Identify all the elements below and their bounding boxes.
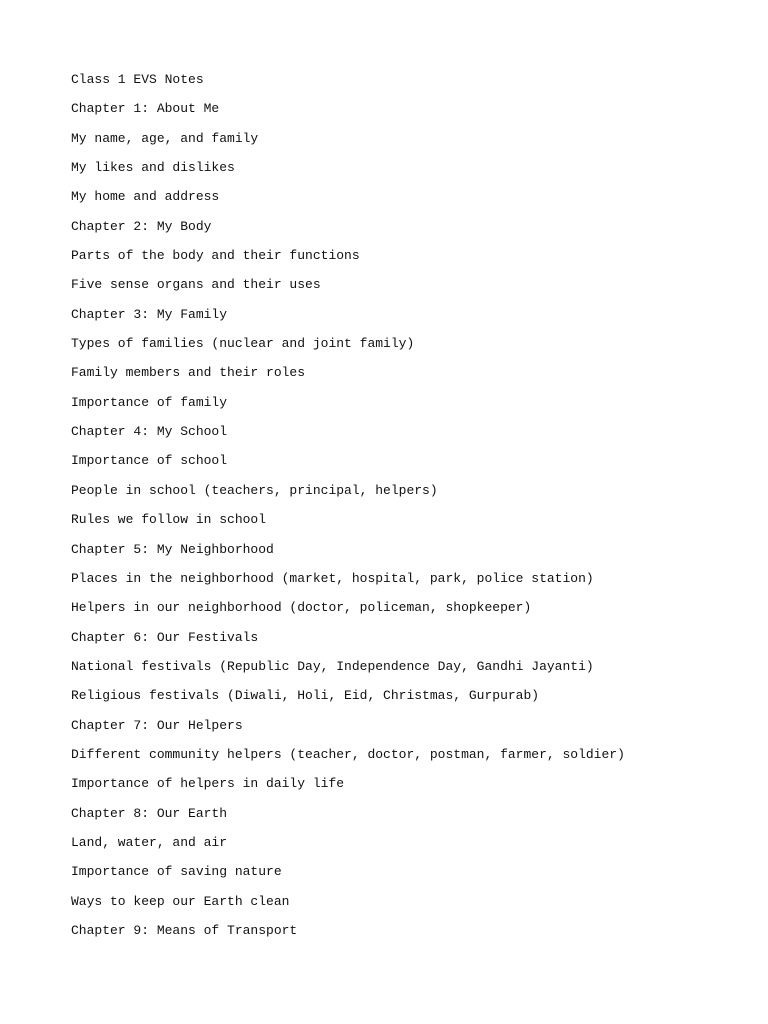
text-line: My home and address bbox=[71, 189, 220, 205]
text-line: Five sense organs and their uses bbox=[71, 277, 321, 293]
text-line: Different community helpers (teacher, doctor, postman, farmer, soldier) bbox=[71, 746, 625, 762]
chapter-heading: Chapter 2: My Body bbox=[71, 218, 212, 234]
text-line: Rules we follow in school bbox=[71, 512, 267, 528]
text-line: Importance of helpers in daily life bbox=[71, 776, 345, 792]
chapter-heading: Chapter 9: Means of Transport bbox=[71, 922, 298, 938]
chapter-heading: Chapter 3: My Family bbox=[71, 306, 228, 322]
text-line: National festivals (Republic Day, Independence Day, Gandhi Jayanti) bbox=[71, 658, 594, 674]
text-line: Places in the neighborhood (market, hospital, park, police station) bbox=[71, 570, 594, 586]
text-line: Types of families (nuclear and joint family) bbox=[71, 336, 415, 352]
text-line: People in school (teachers, principal, helpers) bbox=[71, 482, 438, 498]
chapter-heading: Chapter 6: Our Festivals bbox=[71, 629, 259, 645]
chapter-heading: Chapter 1: About Me bbox=[71, 101, 220, 117]
text-line: Ways to keep our Earth clean bbox=[71, 893, 290, 909]
text-line: Parts of the body and their functions bbox=[71, 248, 360, 264]
text-line: Importance of school bbox=[71, 453, 228, 469]
chapter-heading: Chapter 7: Our Helpers bbox=[71, 717, 243, 733]
text-line: Family members and their roles bbox=[71, 365, 306, 381]
text-line: Importance of saving nature bbox=[71, 864, 282, 880]
chapter-heading: Chapter 8: Our Earth bbox=[71, 805, 228, 821]
text-line: Land, water, and air bbox=[71, 834, 228, 850]
chapter-heading: Chapter 5: My Neighborhood bbox=[71, 541, 274, 557]
text-line: My name, age, and family bbox=[71, 130, 259, 146]
text-line: Helpers in our neighborhood (doctor, policeman, shopkeeper) bbox=[71, 600, 532, 616]
chapter-heading: Chapter 4: My School bbox=[71, 424, 228, 440]
text-line: Importance of family bbox=[71, 394, 228, 410]
text-line: Religious festivals (Diwali, Holi, Eid, Christmas, Gurpurab) bbox=[71, 688, 540, 704]
document-text bbox=[71, 71, 751, 951]
text-line: My likes and dislikes bbox=[71, 160, 235, 176]
document-title: Class 1 EVS Notes bbox=[71, 72, 204, 87]
